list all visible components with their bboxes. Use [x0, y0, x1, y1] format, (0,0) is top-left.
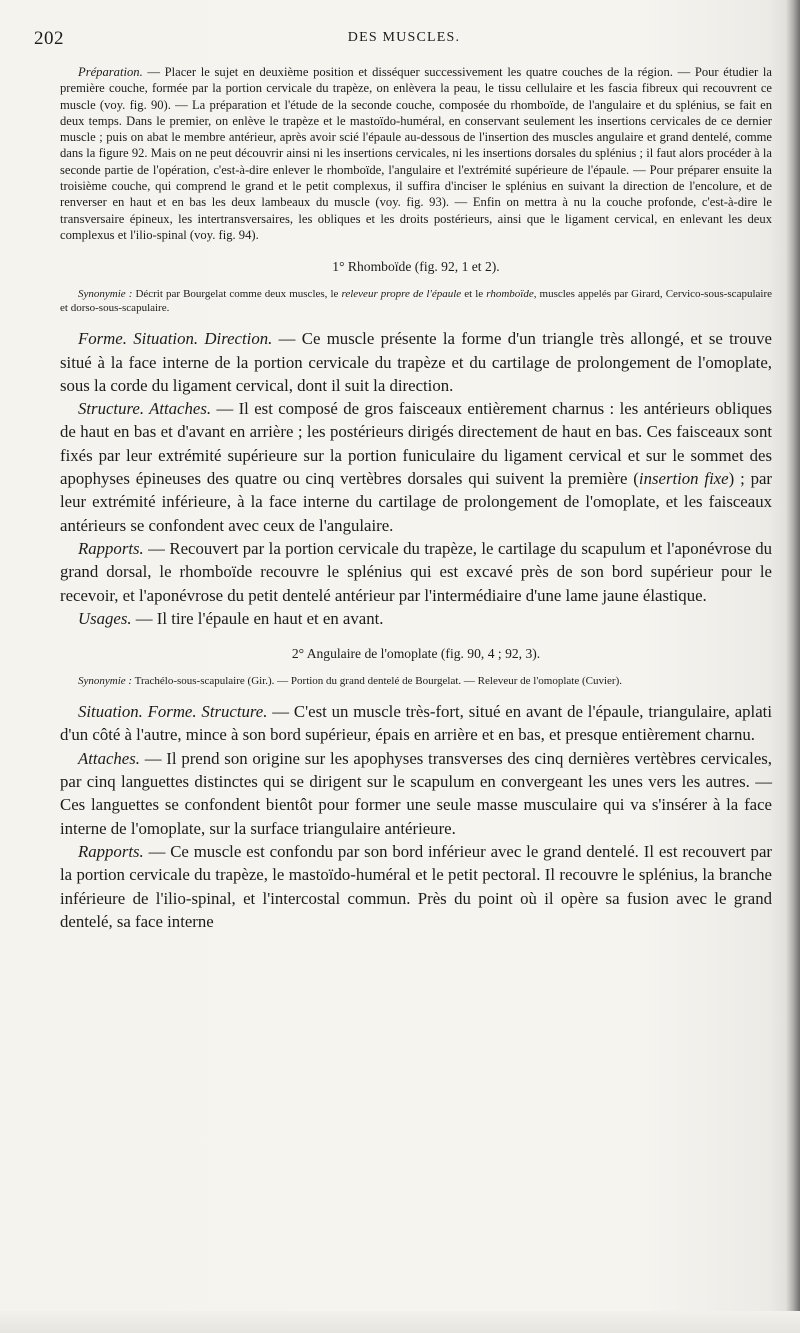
rapports-text: — Recouvert par la portion cervicale du trapèze, le cartilage du scapulum et l'aponévrose du grand dorsal, le rhomboïde recouvre le splénius qui est excavé près de son bord supérieur pour le recevoir, et l'aponévrose du petit dentelé antérieur par l'intermédiaire d'une lame jaune élastique. — [60, 538, 772, 605]
section-heading-rhomboide: 1° Rhomboïde (fig. 92, 1 et 2). — [332, 259, 500, 275]
page-binding-shadow — [786, 0, 800, 1333]
usages-text: — Il tire l'épaule en haut et en avant. — [131, 608, 384, 628]
page-bottom-edge — [0, 1311, 800, 1333]
running-title: DES MUSCLES. — [347, 30, 461, 45]
synonymie-rhomboide — [60, 287, 772, 315]
structure-term: insertion fixe — [638, 469, 729, 489]
structure-text: — Il est composé de gros faisceaux entièrement charnus : les antérieurs obliques de haut en bas et d'avant en arrière ; les postérieurs dirigés directement de haut en bas. Ces faisceaux sont fixés par leur extrémité supérieure sur la portion funiculaire du ligament cervical et sur le sommet des apophyses épineuses des quatre ou cinq vertèbres dorsales qui suivent la première ( — [60, 399, 772, 489]
synonymie-term-2: rhomboïde — [486, 288, 534, 301]
attaches-text: — Il prend son origine sur les apophyses transverses des cinq dernières vertèbres cervicales, par cinq languettes distinctes qui se dirigent sur le scapulum en convergeant les unes vers les autres. — Ces languettes se confondent bientôt pour former une seule masse musculaire qui va s'insérer à la face interne de l'omoplate, sur la surface triangulaire antérieure. — [60, 748, 772, 838]
page-number: 202 — [34, 28, 64, 49]
attaches-label: Attaches. — [78, 748, 140, 768]
rapports-label: Rapports. — [78, 538, 144, 558]
synonymie-label-2: Synonymie : — [78, 675, 133, 688]
paragraph-rapports — [60, 537, 772, 607]
situation-label: Situation. Forme. Structure. — [78, 702, 268, 722]
forme-text: — Ce muscle présente la forme d'un triangle très allongé, et se trouve situé à la face interne de la portion cervicale du trapèze et du cartilage de prolongement de l'omoplate, sous la corde du ligament cervical, dont il suit la direction. — [60, 329, 773, 395]
forme-label: Forme. Situation. Direction. — [78, 329, 273, 349]
synonymie-label: Synonymie : — [78, 288, 133, 301]
paragraph-situation — [60, 700, 772, 747]
usages-label: Usages. — [78, 608, 132, 628]
paragraph-rapports-2 — [60, 840, 772, 933]
situation-text: — C'est un muscle très-fort, situé en avant de l'épaule, triangulaire, aplati d'un côté à l'autre, mince à son bord supérieur, épais en arrière et en bas, et presque entièrement charnu. — [60, 702, 772, 745]
synonymie-text: Décrit par Bourgelat comme deux muscles, le — [132, 288, 342, 301]
synonymie-text-angulaire: Trachélo-sous-scapulaire (Gir.). — Portion du grand dentelé de Bourgelat. — Releveur de l'omoplate (Cuvier). — [132, 675, 622, 688]
rapports-label-2: Rapports. — [78, 841, 144, 861]
preparation-paragraph — [60, 64, 772, 243]
paragraph-attaches — [60, 747, 772, 840]
preparation-label: Préparation. — [78, 65, 143, 79]
paragraph-structure — [60, 397, 772, 537]
page-header — [34, 28, 774, 54]
structure-text-2: ) ; par leur extrémité inférieure, à la face interne du cartilage de prolongement de l'omoplate, et les faisceaux antérieurs se confondent avec ceux de l'angulaire. — [60, 469, 772, 535]
synonymie-angulaire — [60, 674, 772, 688]
synonymie-term-1: releveur propre de l'épaule — [341, 288, 462, 301]
paragraph-usages — [60, 607, 772, 630]
paragraph-forme — [60, 327, 772, 397]
section-heading-angulaire: 2° Angulaire de l'omoplate (fig. 90, 4 ; 92, 3). — [291, 646, 541, 662]
preparation-text: — Placer le sujet en deuxième position et disséquer successivement les quatre couches de la région. — Pour étudier la première couche, formée par la portion cervicale du trapèze, on enlèvera la peau, le tissu cellulaire et les fascia fibreux qui recouvrent ce muscle (voy. fig. 90). — La préparation et l'étude de la seconde couche, composée du rhomboïde, de l'angulaire et du splénius, se fait en deux temps. Dans le premier, on enlève le trapèze et le mastoïdo-huméral, en conservant seulement les insertions cervicales de ce dernier muscle ; puis on abat le membre antérieur, après avoir scié l'épaule au-dessous de l'insertion des muscles angulaire et grand dentelé, comme dans la figure 92. Mais on ne peut découvrir ainsi ni les insertions cervicales, ni les insertions dorsales du splénius ; il faut alors procéder à la seconde partie de l'opération, c'est-à-dire enlever le rhomboïde, l'angulaire et l'extrémité supérieure de l'épaule. — Pour préparer ensuite la troisième couche, qui comprend le grand et le petit complexus, il suffira d'inciser le splénius en suivant la direction de l'encolure, et de renverser en haut et en bas les deux lambeaux du muscle (voy. fig. 93). — Enfin on mettra à nu la couche profonde, c'est-à-dire le transversaire épineux, les intertransversaires, les obliques et les droits postérieurs, ainsi que le ligament cervical, en enlevant les deux complexus et l'ilio-spinal (voy. fig. 94). — [60, 65, 772, 242]
structure-label: Structure. Attaches. — [78, 399, 212, 419]
rapports-text-2: — Ce muscle est confondu par son bord inférieur avec le grand dentelé. Il est recouvert par la portion cervicale du trapèze, le mastoïdo-huméral et le petit pectoral. Il recouvre le splénius, la branche inférieure de l'ilio-spinal, et l'intercostal commun. Près du point où il opère sa fusion avec le grand dentelé, sa face interne — [60, 841, 772, 931]
synonymie-text-3: , muscles appelés par Girard, Cervico-sous-scapulaire et dorso-sous-scapulaire. — [60, 288, 772, 315]
synonymie-text-2: et le — [461, 288, 487, 301]
page-content — [60, 64, 772, 933]
